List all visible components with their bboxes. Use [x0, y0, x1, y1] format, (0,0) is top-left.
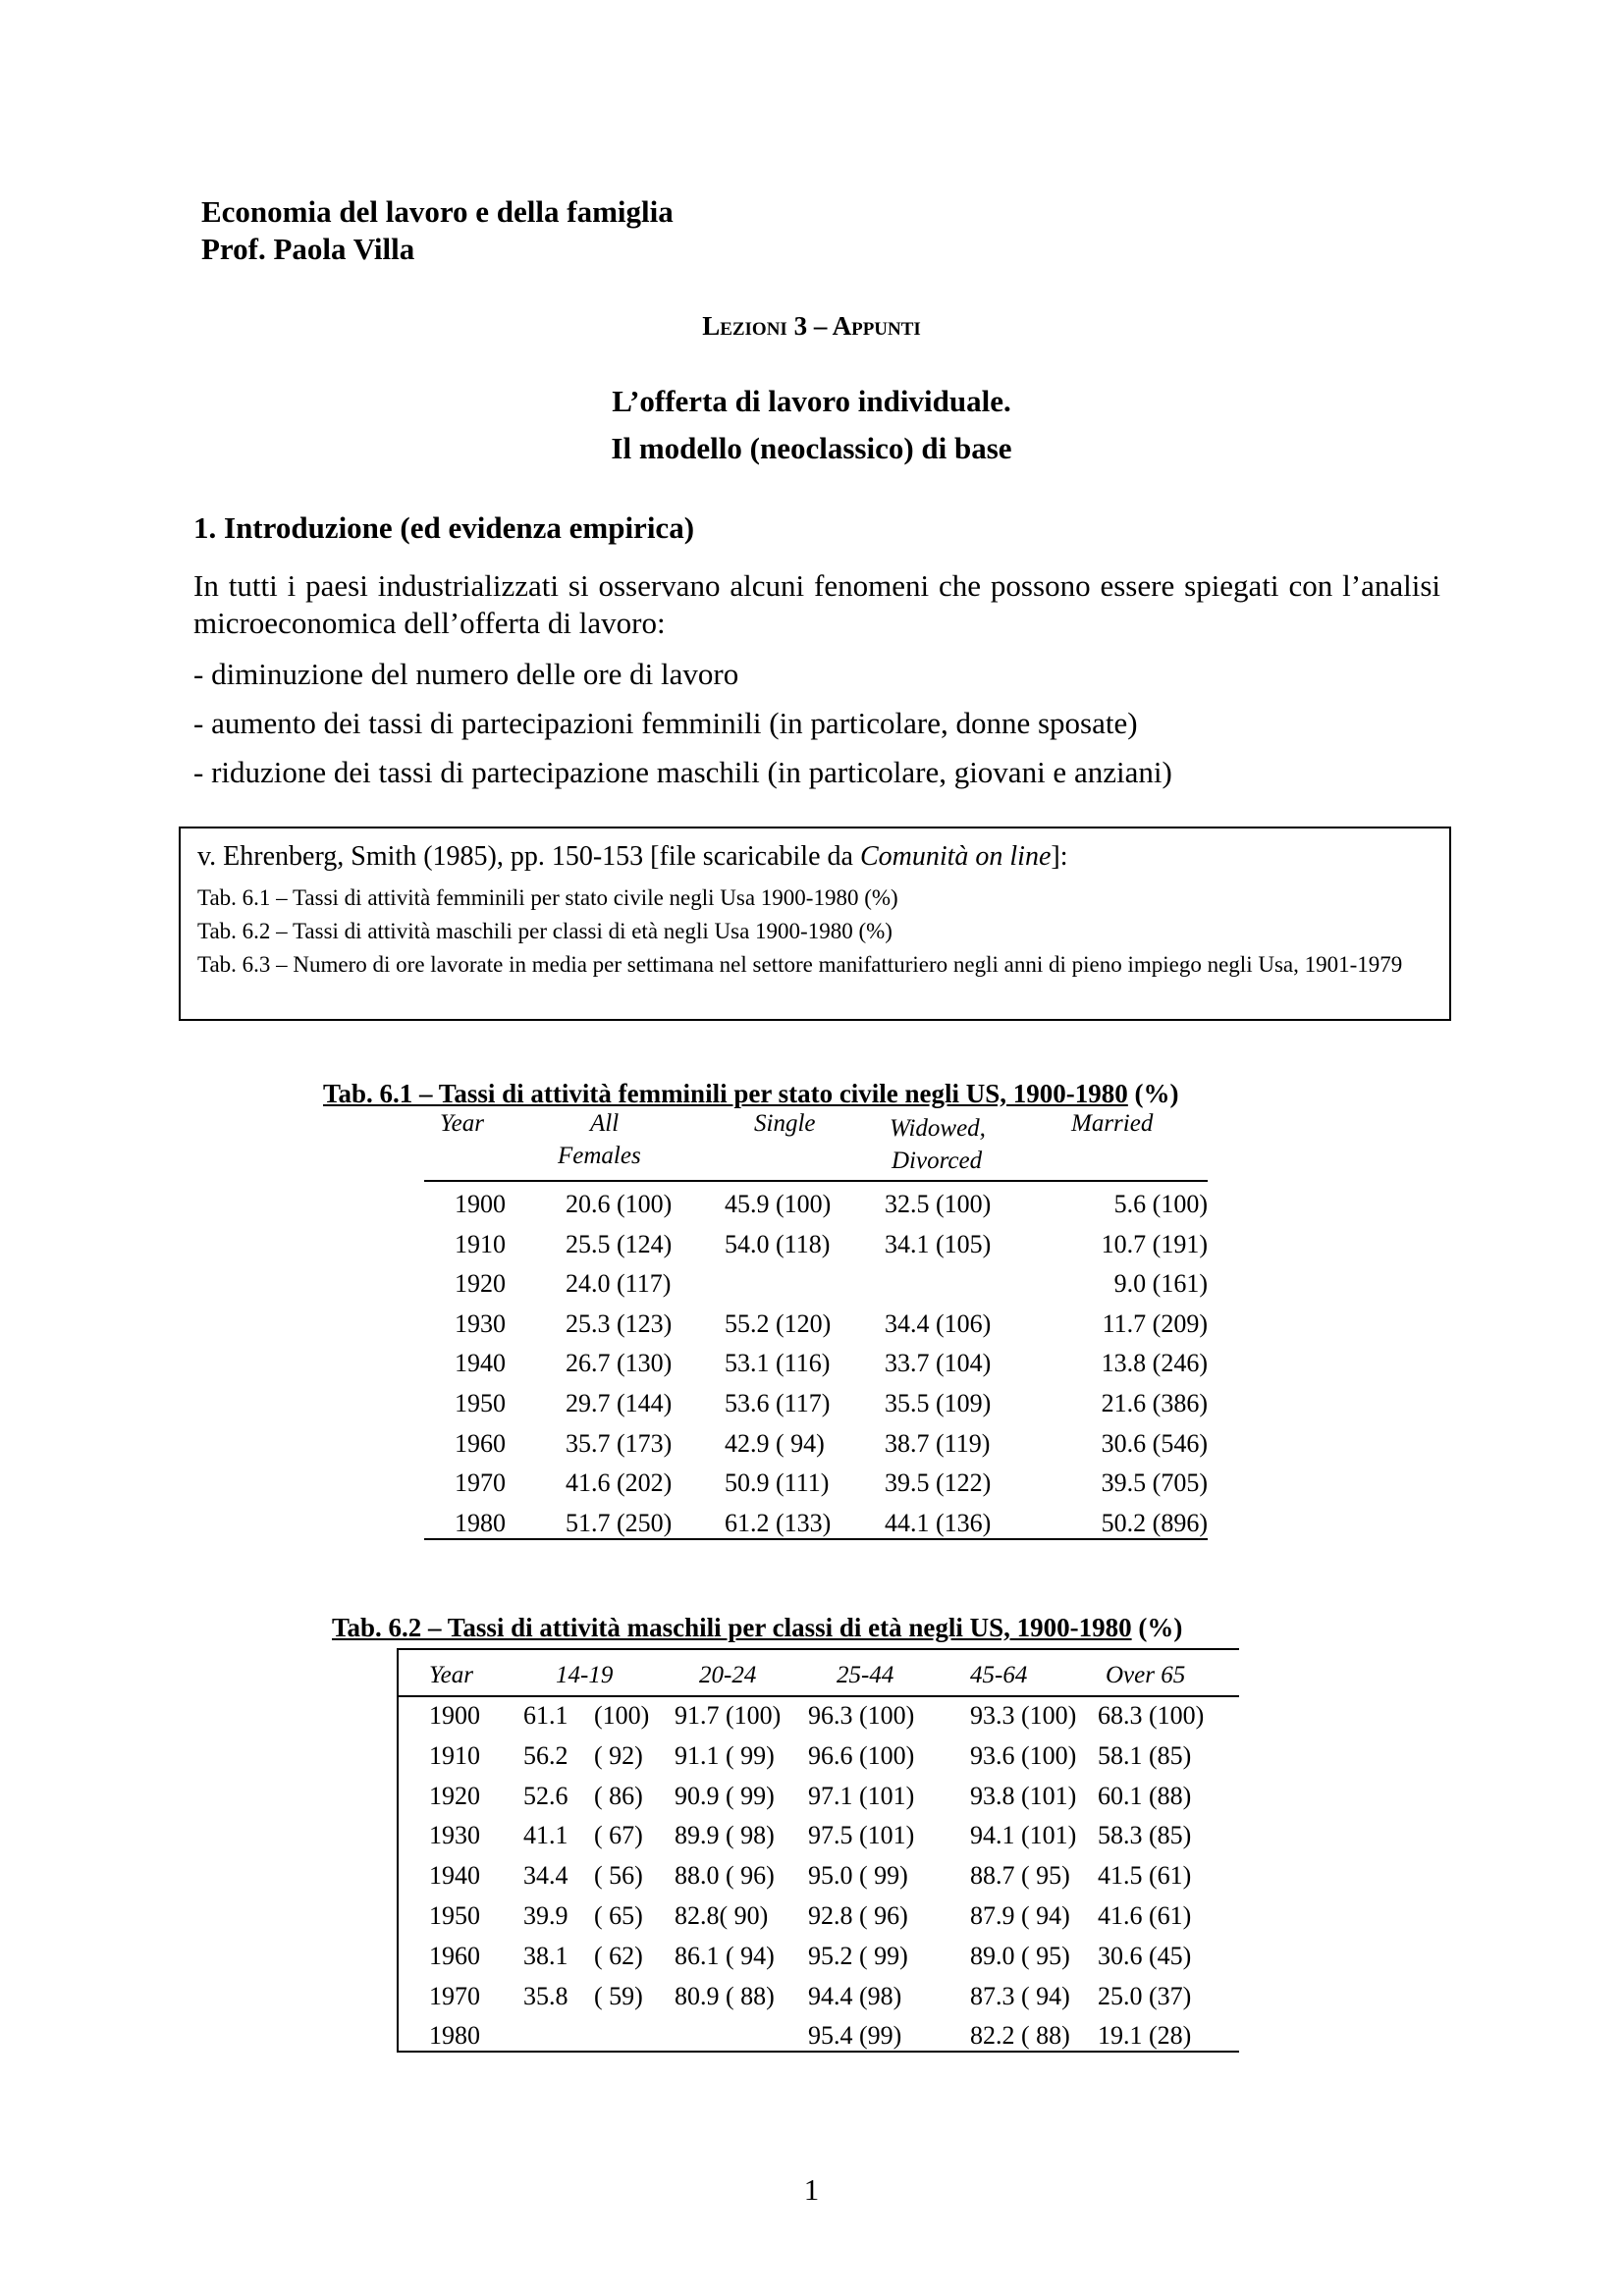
table2-cell-14-19-index: ( 67) — [594, 1821, 643, 1850]
table1-cell-single: 42.9 ( 94) — [725, 1428, 825, 1458]
table2-top-rule — [397, 1648, 1239, 1650]
table1-cell-year: 1960 — [455, 1428, 506, 1458]
table1-cell-all-females: 35.7 (173) — [566, 1428, 673, 1458]
table1-cell-widowed-divorced: 38.7 (119) — [885, 1428, 991, 1458]
table1-cell-married: 13.8 (246) — [1101, 1349, 1208, 1378]
table2-cell-45-64: 87.3 ( 94) — [970, 1981, 1070, 2010]
table2-cell-25-44: 92.8 ( 96) — [808, 1901, 908, 1930]
table2-cell-year: 1960 — [429, 1941, 480, 1970]
table1-header-divorced: Divorced — [892, 1148, 983, 1174]
table2-cell-over-65: 68.3 (100) — [1098, 1701, 1205, 1730]
table2-cell-14-19-value: 41.1 — [523, 1821, 568, 1850]
table2-cell-14-19-value: 52.6 — [523, 1781, 568, 1810]
table2-cell-year: 1910 — [429, 1740, 480, 1770]
table2-header-45-64: 45-64 — [970, 1662, 1028, 1688]
table2-header-25-44: 25-44 — [837, 1662, 894, 1688]
table1-cell-widowed-divorced: 34.4 (106) — [885, 1308, 992, 1338]
table1-cell-married: 21.6 (386) — [1101, 1389, 1208, 1417]
main-title — [0, 378, 1623, 472]
table2-cell-over-65: 58.1 (85) — [1098, 1740, 1192, 1770]
table1-bottom-rule — [424, 1538, 1208, 1540]
table2-header-20-24: 20-24 — [699, 1662, 757, 1688]
table2-cell-20-24: 80.9 ( 88) — [675, 1981, 775, 2010]
table1-cell-all-females: 25.3 (123) — [566, 1308, 673, 1338]
bullet-item: - aumento dei tassi di partecipazioni femminili (in particolare, donne sposate) — [193, 706, 1138, 740]
table2-cell-20-24: 86.1 ( 94) — [675, 1941, 775, 1970]
table1-cell-married: 11.7 (209) — [1102, 1308, 1208, 1338]
table2-cell-25-44: 97.5 (101) — [808, 1821, 915, 1850]
table1-cell-widowed-divorced: 39.5 (122) — [885, 1468, 992, 1498]
table2-cell-over-65: 41.6 (61) — [1098, 1901, 1192, 1930]
bullet-list — [193, 650, 1172, 797]
table2-title-unit: (%) — [1131, 1613, 1183, 1642]
table1-cell-all-females: 24.0 (117) — [566, 1269, 672, 1299]
table2-cell-14-19-index: ( 92) — [594, 1740, 643, 1770]
table2-cell-45-64: 88.7 ( 95) — [970, 1861, 1070, 1891]
table1-header-year: Year — [440, 1110, 484, 1137]
course-title: Economia del lavoro e della famiglia — [201, 194, 674, 229]
table2-cell-45-64: 93.3 (100) — [970, 1701, 1077, 1730]
table1-header-rule — [424, 1180, 1208, 1182]
table1-header-widowed: Widowed, — [890, 1115, 986, 1142]
table2-header-14-19: 14-19 — [556, 1662, 614, 1688]
table2-cell-14-19-index: ( 56) — [594, 1861, 643, 1891]
table1-cell-all-females: 51.7 (250) — [566, 1508, 673, 1537]
table2-cell-25-44: 95.4 (99) — [808, 2021, 902, 2051]
table1-cell-year: 1930 — [455, 1308, 506, 1338]
table2-cell-over-65: 58.3 (85) — [1098, 1821, 1192, 1850]
table2-cell-over-65: 30.6 (45) — [1098, 1941, 1192, 1970]
table1-header-single: Single — [754, 1110, 816, 1137]
table2-cell-20-24: 91.1 ( 99) — [675, 1740, 775, 1770]
reference-item: Tab. 6.1 – Tassi di attività femminili per stato civile negli Usa 1900-1980 (%) — [197, 885, 898, 910]
table2-cell-14-19-value: 61.1 — [523, 1701, 568, 1730]
table2-cell-45-64: 82.2 ( 88) — [970, 2021, 1070, 2051]
table1-cell-all-females: 41.6 (202) — [566, 1468, 673, 1498]
table2-cell-14-19-index: ( 62) — [594, 1941, 643, 1970]
table1-cell-married: 50.2 (896) — [1101, 1508, 1208, 1537]
table2-title-text: Tab. 6.2 – Tassi di attività maschili per classi di età negli US, 1900-1980 — [332, 1613, 1132, 1642]
table2-cell-year: 1940 — [429, 1861, 480, 1891]
table1-header-all-females: Females — [558, 1143, 641, 1169]
table2-cell-20-24: 88.0 ( 96) — [675, 1861, 775, 1891]
table2-cell-over-65: 25.0 (37) — [1098, 1981, 1192, 2010]
table2-cell-14-19-index: (100) — [594, 1701, 650, 1730]
table2-header-rule — [397, 1695, 1239, 1697]
table2-header-over-65: Over 65 — [1106, 1662, 1186, 1688]
table2-cell-25-44: 97.1 (101) — [808, 1781, 915, 1810]
professor-name: Prof. Paola Villa — [201, 232, 415, 266]
table1-title-text: Tab. 6.1 – Tassi di attività femminili per stato civile negli US, 1900-1980 — [323, 1079, 1128, 1108]
table2-header-year: Year — [429, 1662, 473, 1688]
table1-cell-year: 1920 — [455, 1269, 506, 1299]
table1-cell-year: 1900 — [455, 1190, 506, 1218]
table1-cell-single: 54.0 (118) — [725, 1229, 831, 1258]
reference-main-suffix: ]: — [1051, 841, 1068, 872]
table1-cell-widowed-divorced: 35.5 (109) — [885, 1389, 992, 1417]
table1-cell-single: 53.6 (117) — [725, 1389, 831, 1417]
course-header — [201, 193, 674, 268]
table2-cell-45-64: 93.8 (101) — [970, 1781, 1077, 1810]
table2-cell-20-24: 82.8( 90) — [675, 1901, 769, 1930]
reference-main-prefix: v. Ehrenberg, Smith (1985), pp. 150-153 [file scaricabile da — [197, 841, 860, 872]
table2-cell-14-19-index: ( 65) — [594, 1901, 643, 1930]
table2-cell-25-44: 95.2 ( 99) — [808, 1941, 908, 1970]
table1-cell-widowed-divorced: 44.1 (136) — [885, 1508, 992, 1537]
table1-cell-all-females: 29.7 (144) — [566, 1389, 673, 1417]
reference-source-name: Comunità on line — [859, 841, 1052, 872]
main-title-line-1: L’offerta di lavoro individuale. — [612, 384, 1011, 418]
table2-cell-25-44: 94.4 (98) — [808, 1981, 902, 2010]
table1-cell-year: 1940 — [455, 1349, 506, 1378]
table1-cell-widowed-divorced: 33.7 (104) — [885, 1349, 992, 1378]
page-number: 1 — [803, 2172, 820, 2207]
intro-paragraph: In tutti i paesi industrializzati si osservano alcuni fenomeni che possono essere spiegati con l’analisi microeconomica dell’offerta di lavoro: — [193, 568, 1440, 640]
table2-left-rule — [397, 1648, 399, 2053]
table2-cell-14-19-value: 38.1 — [523, 1941, 568, 1970]
table1-cell-single: 50.9 (111) — [725, 1468, 830, 1498]
table2-cell-45-64: 93.6 (100) — [970, 1740, 1077, 1770]
table1-cell-married: 39.5 (705) — [1101, 1468, 1208, 1498]
table2-cell-over-65: 60.1 (88) — [1098, 1781, 1192, 1810]
table1-title-unit: (%) — [1127, 1079, 1179, 1108]
table1-cell-married: 5.6 (100) — [1113, 1190, 1208, 1218]
bullet-item: - diminuzione del numero delle ore di lavoro — [193, 657, 739, 691]
table2-cell-45-64: 87.9 ( 94) — [970, 1901, 1070, 1930]
table1-cell-all-females: 25.5 (124) — [566, 1229, 673, 1258]
table1-cell-all-females: 26.7 (130) — [566, 1349, 673, 1378]
reference-item: Tab. 6.2 – Tassi di attività maschili per classi di età negli Usa 1900-1980 (%) — [197, 919, 893, 943]
table2-cell-45-64: 94.1 (101) — [970, 1821, 1077, 1850]
table1-cell-year: 1950 — [455, 1389, 506, 1417]
table2-cell-14-19-value: 39.9 — [523, 1901, 568, 1930]
table2-cell-14-19-value: 34.4 — [523, 1861, 568, 1891]
table2-cell-20-24: 91.7 (100) — [675, 1701, 782, 1730]
table2-cell-over-65: 19.1 (28) — [1098, 2021, 1192, 2051]
table1-header-married: Married — [1071, 1110, 1154, 1137]
main-title-line-2: Il modello (neoclassico) di base — [611, 431, 1012, 465]
table2-cell-year: 1970 — [429, 1981, 480, 2010]
table2-cell-year: 1900 — [429, 1701, 480, 1730]
table1-header-all: All — [590, 1110, 620, 1137]
lecture-title: Lezioni 3 – Appunti — [702, 311, 921, 341]
reference-main — [197, 838, 1435, 876]
bullet-item: - riduzione dei tassi di partecipazione maschili (in particolare, giovani e anziani) — [193, 755, 1172, 789]
table1-cell-widowed-divorced: 34.1 (105) — [885, 1229, 992, 1258]
table1-cell-single: 45.9 (100) — [725, 1190, 832, 1218]
table2-cell-year: 1920 — [429, 1781, 480, 1810]
table2-cell-20-24: 89.9 ( 98) — [675, 1821, 775, 1850]
table2-cell-45-64: 89.0 ( 95) — [970, 1941, 1070, 1970]
table1-cell-single: 53.1 (116) — [725, 1349, 831, 1378]
table1-cell-all-females: 20.6 (100) — [566, 1190, 673, 1218]
table1-cell-married: 30.6 (546) — [1101, 1428, 1208, 1458]
table1-cell-year: 1980 — [455, 1508, 506, 1537]
table2-cell-over-65: 41.5 (61) — [1098, 1861, 1192, 1891]
table2-cell-14-19-value: 56.2 — [523, 1740, 568, 1770]
table2-cell-25-44: 95.0 ( 99) — [808, 1861, 908, 1891]
table1-cell-year: 1910 — [455, 1229, 506, 1258]
table2-title — [332, 1613, 1182, 1643]
table1-title — [323, 1079, 1179, 1109]
table2-cell-year: 1930 — [429, 1821, 480, 1850]
table1-cell-married: 9.0 (161) — [1113, 1269, 1208, 1299]
section-heading: 1. Introduzione (ed evidenza empirica) — [193, 510, 695, 545]
reference-item: Tab. 6.3 – Numero di ore lavorate in media per settimana nel settore manifatturiero negli anni di pieno impiego negli Usa, 1901-1979 — [197, 952, 1403, 977]
table1-cell-single: 55.2 (120) — [725, 1308, 832, 1338]
table1-cell-year: 1970 — [455, 1468, 506, 1498]
table2-cell-year: 1980 — [429, 2021, 480, 2051]
reference-box — [179, 827, 1451, 1021]
table2-cell-14-19-index: ( 86) — [594, 1781, 643, 1810]
table2-cell-14-19-index: ( 59) — [594, 1981, 643, 2010]
table1-cell-single: 61.2 (133) — [725, 1508, 832, 1537]
table2-cell-25-44: 96.6 (100) — [808, 1740, 915, 1770]
table2-cell-25-44: 96.3 (100) — [808, 1701, 915, 1730]
table1-cell-widowed-divorced: 32.5 (100) — [885, 1190, 992, 1218]
table1-cell-married: 10.7 (191) — [1101, 1229, 1208, 1258]
table2-cell-20-24: 90.9 ( 99) — [675, 1781, 775, 1810]
table2-cell-year: 1950 — [429, 1901, 480, 1930]
table2-cell-14-19-value: 35.8 — [523, 1981, 568, 2010]
